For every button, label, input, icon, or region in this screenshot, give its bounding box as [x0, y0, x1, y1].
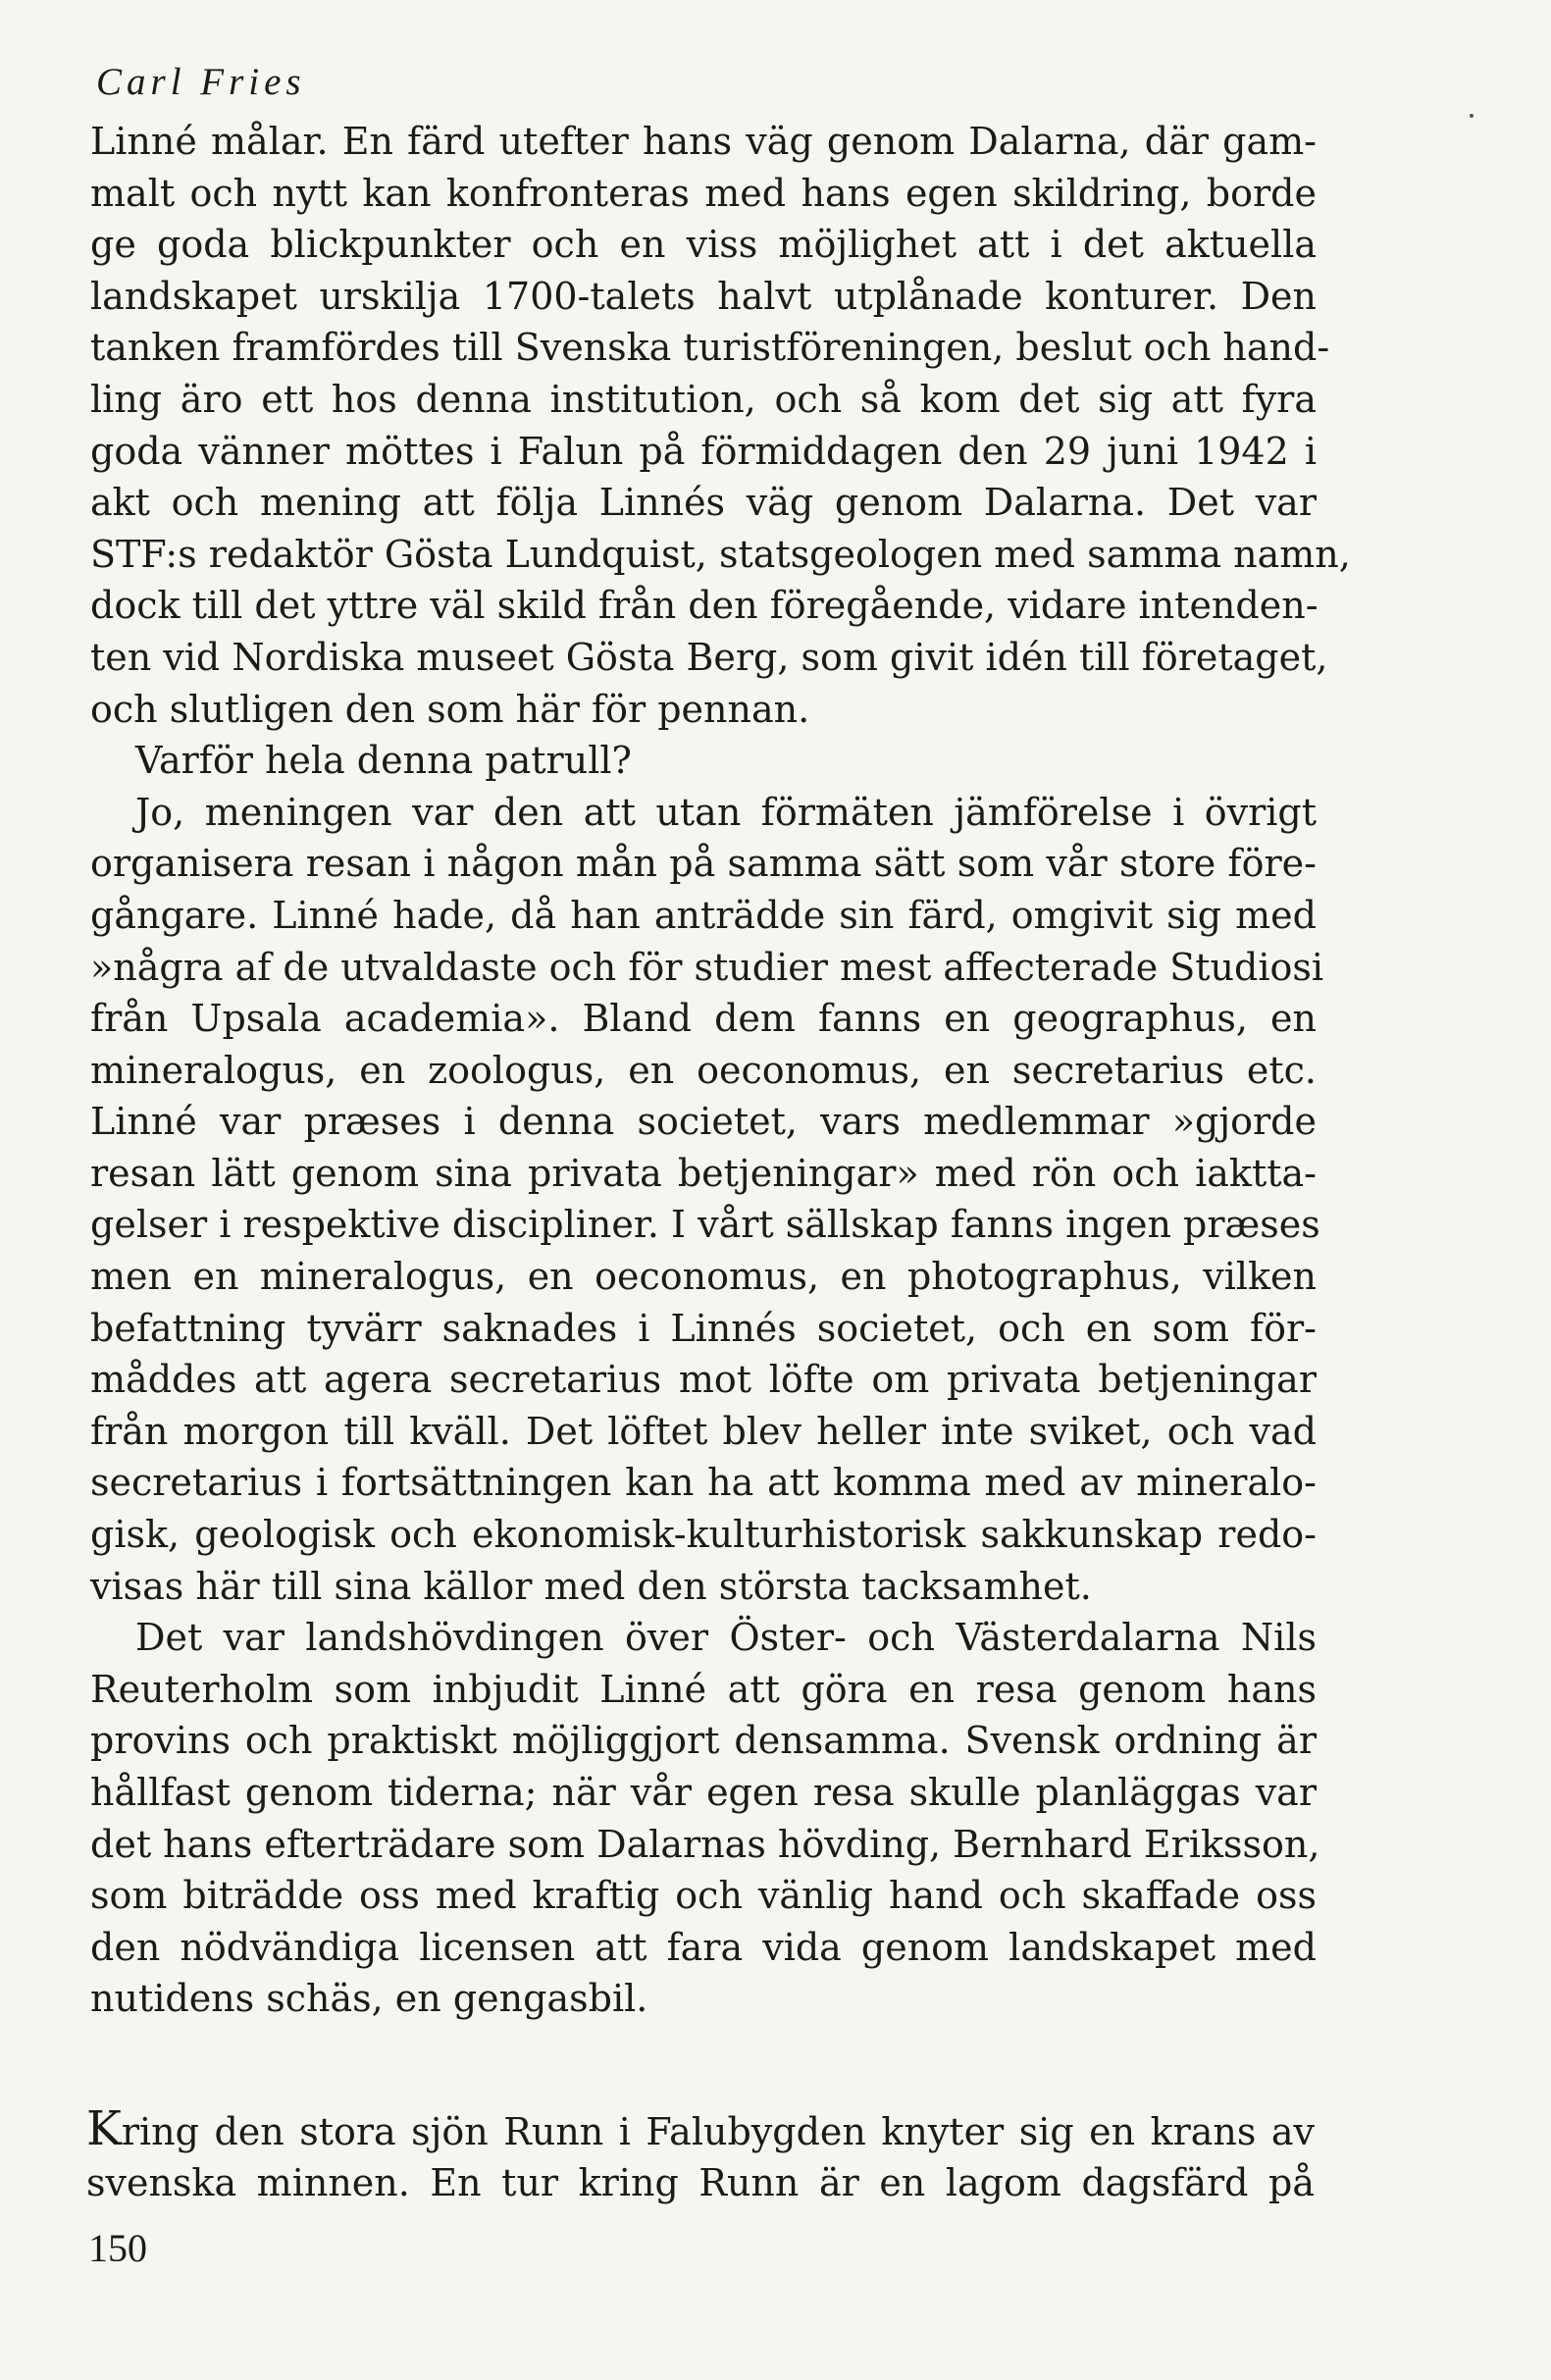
- section-opening-line: [86, 2101, 1315, 2157]
- text-line: malt och nytt kan konfronteras med hans egen skildring, borde: [90, 171, 1317, 215]
- text-line: och slutligen den som här för pennan.: [90, 687, 810, 731]
- text-line: Varför hela denna patrull?: [135, 739, 632, 783]
- text-line: gisk, geologisk och ekonomisk-kulturhistorisk sakkunskap redo-: [90, 1513, 1317, 1557]
- text-line: Reuterholm som inbjudit Linné att göra en resa genom hans: [90, 1667, 1317, 1711]
- page-number: 150: [88, 2226, 147, 2270]
- body-text: [90, 116, 1351, 2025]
- text-line: organisera resan i någon mån på samma sätt som vår store före-: [90, 842, 1317, 886]
- text-line: ten vid Nordiska museet Gösta Berg, som givit idén till företaget,: [90, 635, 1328, 679]
- text-line: från morgon till kväll. Det löftet blev heller inte sviket, och vad: [90, 1409, 1317, 1453]
- text-line: befattning tyvärr saknades i Linnés societet, och en som för-: [90, 1306, 1317, 1350]
- text-line: det hans efterträdare som Dalarnas hövding, Bernhard Eriksson,: [90, 1822, 1320, 1866]
- text-line: STF:s redaktör Gösta Lundquist, statsgeologen med samma namn,: [90, 532, 1351, 576]
- text-line: som biträdde oss med kraftig och vänlig hand och skaffade oss: [90, 1874, 1317, 1918]
- text-line: mineralogus, en zoologus, en oeconomus, en secretarius etc.: [90, 1048, 1317, 1092]
- opening-line-rest: ring den stora sjön Runn i Falubygden knyter sig en krans av: [121, 2110, 1315, 2153]
- text-line: visas här till sina källor med den största tacksamhet.: [90, 1564, 1092, 1608]
- text-line: Det var landshövdingen över Öster- och Västerdalarna Nils: [135, 1616, 1317, 1660]
- text-line: gångare. Linné hade, då han anträdde sin färd, omgivit sig med: [90, 893, 1317, 937]
- text-line: Jo, meningen var den att utan förmäten jämförelse i övrigt: [135, 790, 1317, 834]
- drop-cap: K: [86, 2101, 122, 2156]
- text-line: svenska minnen. En tur kring Runn är en lagom dagsfärd på: [86, 2160, 1315, 2204]
- text-line: ling äro ett hos denna institution, och så kom det sig att fyra: [90, 377, 1317, 421]
- text-line: secretarius i fortsättningen kan ha att komma med av mineralo-: [90, 1461, 1317, 1505]
- text-line: dock till det yttre väl skild från den föregående, vidare intenden-: [90, 584, 1318, 628]
- text-line: goda vänner möttes i Falun på förmiddagen den 29 juni 1942 i: [90, 429, 1317, 473]
- text-line: den nödvändiga licensen att fara vida genom landskapet med: [90, 1925, 1317, 1969]
- text-line: Linné målar. En färd utefter hans väg genom Dalarna, där gam-: [90, 120, 1317, 163]
- text-line: Linné var præses i denna societet, vars medlemmar »gjorde: [90, 1100, 1317, 1144]
- text-line: ge goda blickpunkter och en viss möjlighet att i det aktuella: [90, 223, 1317, 267]
- text-line: hållfast genom tiderna; när vår egen resa skulle planläggas var: [90, 1771, 1317, 1814]
- running-head: Carl Fries: [96, 61, 306, 103]
- text-line: »några af de utvaldaste och för studier mest affecterade Studiosi: [90, 945, 1324, 989]
- paper-speck: [1470, 114, 1473, 118]
- text-line: gelser i respektive discipliner. I vårt sällskap fanns ingen præses: [90, 1203, 1320, 1247]
- new-section-text: [86, 2101, 1315, 2208]
- text-line: från Upsala academia». Bland dem fanns en geographus, en: [90, 997, 1317, 1041]
- text-line: tanken framfördes till Svenska turistföreningen, beslut och hand-: [90, 326, 1330, 370]
- text-line: nutidens schäs, en gengasbil.: [90, 1977, 648, 2021]
- text-line: landskapet urskilja 1700-talets halvt utplånade konturer. Den: [90, 274, 1317, 318]
- text-line: provins och praktiskt möjliggjort densamma. Svensk ordning är: [90, 1719, 1317, 1763]
- text-line: måddes att agera secretarius mot löfte om privata betjeningar: [90, 1358, 1317, 1402]
- text-line: resan lätt genom sina privata betjeningar» med rön och iaktta-: [90, 1151, 1317, 1195]
- text-line: men en mineralogus, en oeconomus, en photographus, vilken: [90, 1255, 1317, 1299]
- text-line: akt och mening att följa Linnés väg genom Dalarna. Det var: [90, 481, 1317, 525]
